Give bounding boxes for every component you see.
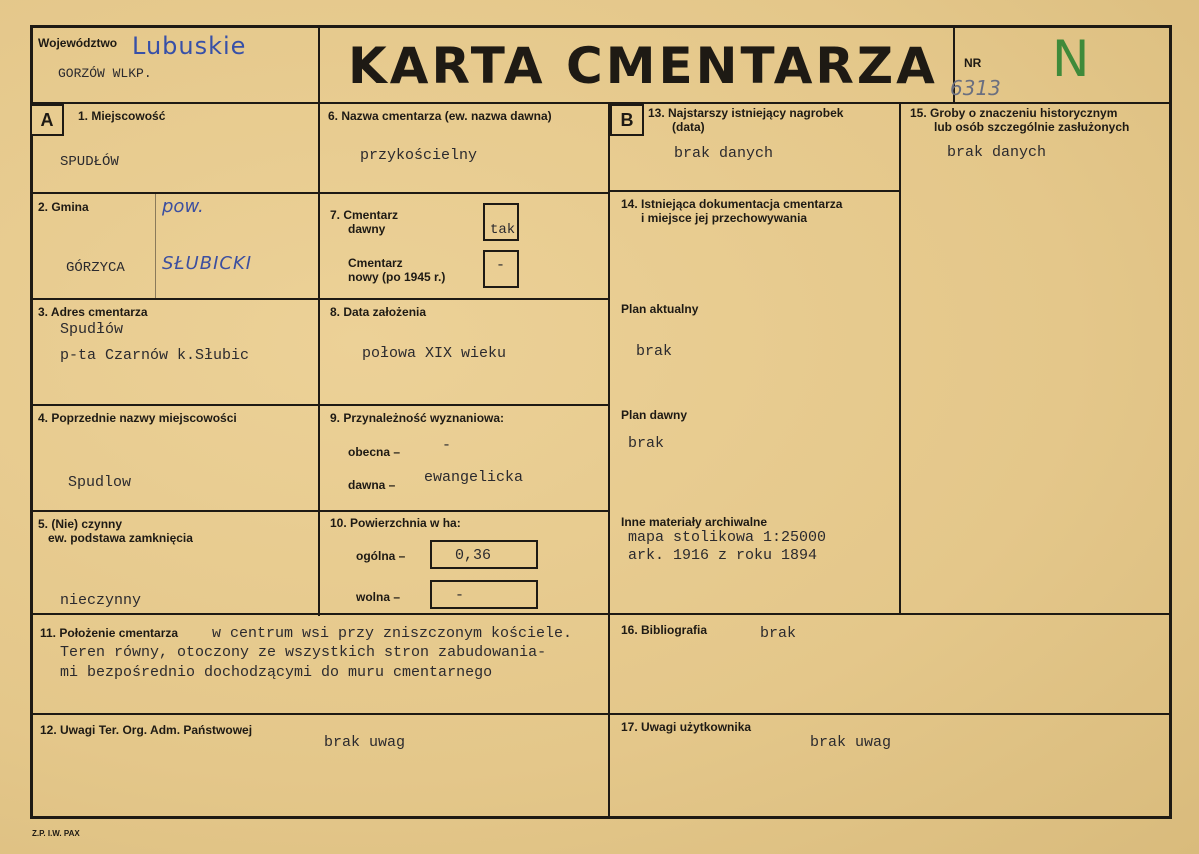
field-7-label-nowy-1: Cmentarz xyxy=(348,256,403,270)
field-10-label: 10. Powierzchnia w ha: xyxy=(330,516,461,530)
wojewodztwo-stamp: Lubuskie xyxy=(132,32,247,60)
field-14-inne-line1: mapa stolikowa 1:25000 xyxy=(628,529,827,546)
field-15-label-line2: lub osób szczególnie zasłużonych xyxy=(934,120,1130,134)
field-4-value: Spudlow xyxy=(68,474,132,491)
field-14-plan-aktualny-value: brak xyxy=(636,343,673,360)
field-14-label-line1: 14. Istniejąca dokumentacja cmentarza xyxy=(621,197,843,211)
row-line-3 xyxy=(30,404,610,406)
field-14-plan-aktualny-label: Plan aktualny xyxy=(621,302,699,316)
field-12-value: brak uwag xyxy=(324,734,406,751)
row-line-4 xyxy=(30,510,610,512)
field-11-value-line2: Teren równy, otoczony ze wszystkich stron zabudowania- xyxy=(60,644,547,661)
field-2-handwritten-powiat: SŁUBICKI xyxy=(162,253,253,274)
field-11-value-line3: mi bezpośrednio dochodzącymi do muru cmentarnego xyxy=(60,664,493,681)
field-7-nowy-value: - xyxy=(496,257,506,274)
field-6-label: 6. Nazwa cmentarza (ew. nazwa dawna) xyxy=(328,109,552,123)
row-line-1 xyxy=(30,192,610,194)
field-14-inne-line2: ark. 1916 z roku 1894 xyxy=(628,547,818,564)
field-3-label: 3. Adres cmentarza xyxy=(38,305,148,319)
card-title: KARTA CMENTARZA xyxy=(348,37,938,95)
field-3-value-line2: p-ta Czarnów k.Słubic xyxy=(60,347,250,364)
row-line-6 xyxy=(30,713,1172,715)
frame-top xyxy=(30,25,1172,28)
row-line-2 xyxy=(30,298,610,300)
field-13-value: brak danych xyxy=(674,145,774,162)
field-9-dawna-value: ewangelicka xyxy=(424,469,524,486)
field-11-label: 11. Położenie cmentarza xyxy=(40,626,179,640)
field-16-label: 16. Bibliografia xyxy=(621,623,708,637)
field-5-value: nieczynny xyxy=(60,592,142,609)
field-9-label: 9. Przynależność wyznaniowa: xyxy=(330,411,505,425)
field-8-value: połowa XIX wieku xyxy=(362,345,507,362)
field-1-value: SPUDŁÓW xyxy=(60,154,119,170)
field-14-plan-dawny-label: Plan dawny xyxy=(621,408,688,422)
wojewodztwo-label: Województwo xyxy=(38,36,118,50)
field-17-value: brak uwag xyxy=(810,734,892,751)
field-15-value: brak danych xyxy=(947,144,1047,161)
field-5-label-line2: ew. podstawa zamknięcia xyxy=(48,531,193,545)
row-line-5 xyxy=(30,613,1172,615)
field-4-label: 4. Poprzednie nazwy miejscowości xyxy=(38,411,237,425)
field-13-label-line1: 13. Najstarszy istniejący nagrobek xyxy=(648,106,844,120)
field-7-label-nowy-2: nowy (po 1945 r.) xyxy=(348,270,446,284)
field-11-value-line1: w centrum wsi przy zniszczonym kościele. xyxy=(212,625,573,642)
section-b-marker: B xyxy=(610,104,644,136)
field-12-label: 12. Uwagi Ter. Org. Adm. Państwowej xyxy=(40,723,253,737)
frame-left xyxy=(30,25,33,819)
field-16-value: brak xyxy=(760,625,797,642)
col-b-row-line xyxy=(608,190,901,192)
field-10-ogolna-label: ogólna – xyxy=(356,549,406,563)
field-7-label-dawny-1: 7. Cmentarz xyxy=(330,208,399,222)
nr-letter: N xyxy=(1052,30,1090,88)
field-8-label: 8. Data założenia xyxy=(330,305,427,319)
field-2-value: GÓRZYCA xyxy=(66,260,125,276)
field-9-dawna-label: dawna – xyxy=(348,478,396,492)
field-10-wolna-label: wolna – xyxy=(356,590,401,604)
nr-label: NR xyxy=(964,56,982,70)
field-17-label: 17. Uwagi użytkownika xyxy=(621,720,752,734)
col-2-3-divider xyxy=(608,102,610,818)
wojewodztwo-typed: GORZÓW WLKP. xyxy=(58,66,152,81)
field-6-value: przykościelny xyxy=(360,147,478,164)
field-14-plan-dawny-value: brak xyxy=(628,435,665,452)
field-7-dawny-value: tak xyxy=(490,222,516,238)
header-divider xyxy=(30,102,1172,104)
nr-number: 6313 xyxy=(950,76,1001,100)
field-2-handwritten-pow: pow. xyxy=(162,196,204,217)
gmina-inner-divider xyxy=(155,194,156,298)
field-15-label-line1: 15. Groby o znaczeniu historycznym xyxy=(910,106,1118,120)
field-2-label: 2. Gmina xyxy=(38,200,89,214)
col-3-4-divider xyxy=(899,102,901,614)
field-9-obecna-value: - xyxy=(442,437,452,454)
field-10-wolna-value: - xyxy=(455,587,465,604)
field-14-label-line2: i miejsce jej przechowywania xyxy=(641,211,808,225)
field-10-wolna-box xyxy=(430,580,538,609)
field-9-obecna-label: obecna – xyxy=(348,445,401,459)
frame-right xyxy=(1169,25,1172,819)
field-13-label-line2: (data) xyxy=(672,120,705,134)
printer-mark: Z.P. I.W. PAX xyxy=(32,829,80,838)
field-5-label-line1: 5. (Nie) czynny xyxy=(38,517,123,531)
section-a-marker: A xyxy=(30,104,64,136)
header-split-left xyxy=(318,25,320,103)
field-10-ogolna-value: 0,36 xyxy=(455,547,492,564)
field-3-value-line1: Spudłów xyxy=(60,321,124,338)
field-1-label: 1. Miejscowość xyxy=(78,109,166,123)
frame-bottom xyxy=(30,816,1172,819)
field-14-inne-label: Inne materiały archiwalne xyxy=(621,515,768,529)
col-1-2-divider xyxy=(318,102,320,616)
field-7-label-dawny-2: dawny xyxy=(348,222,386,236)
